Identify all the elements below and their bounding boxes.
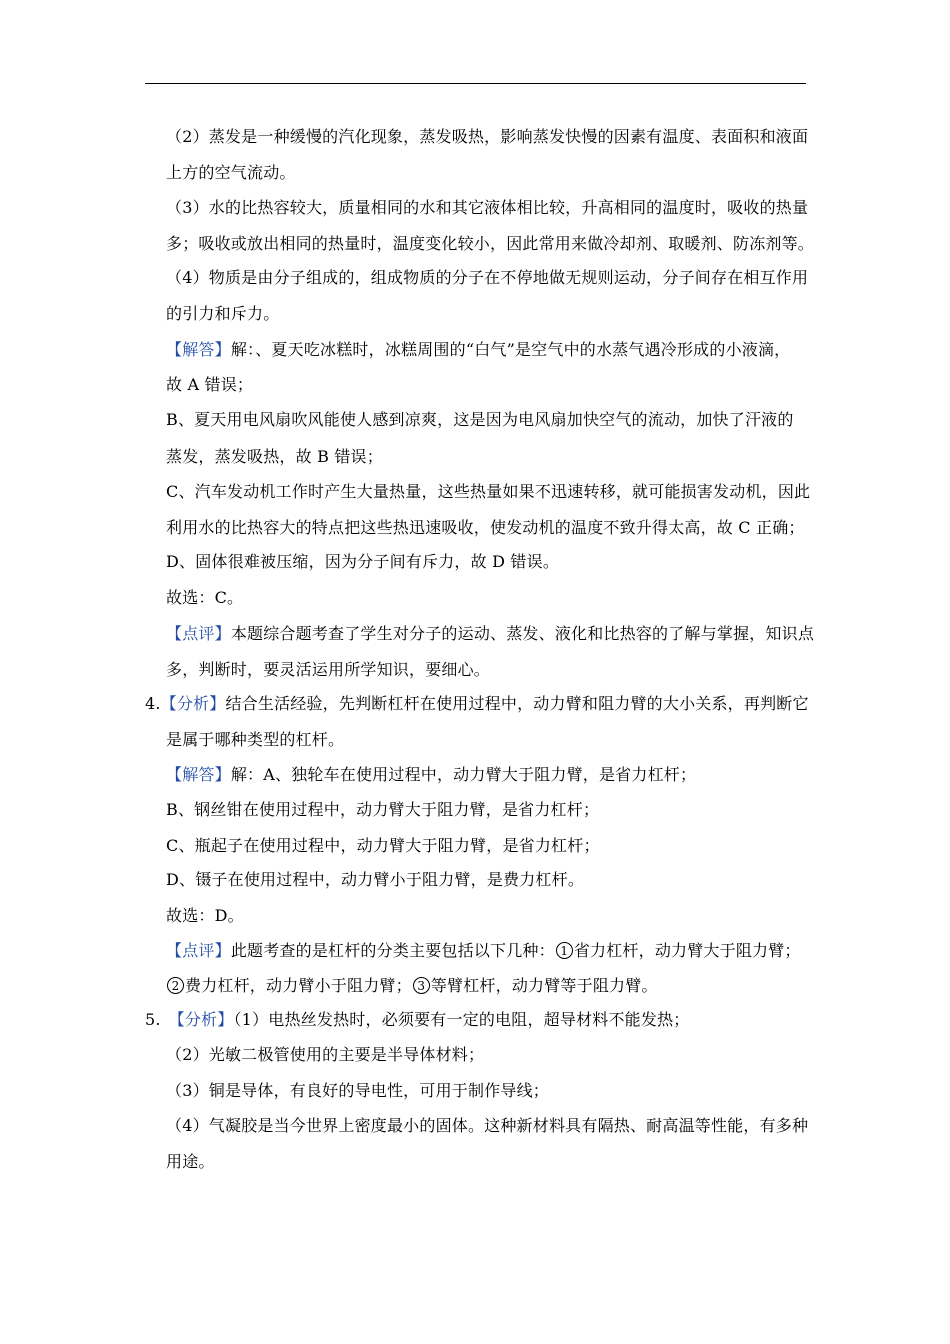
q3-comment-text: 本题综合题考查了学生对分子的运动、蒸发、液化和比热容的了解与掌握，知识点: [230, 624, 815, 643]
q3-analysis-2-line-2: 上方的空气流动。: [166, 163, 296, 182]
q4-comment-line-1: [166, 941, 801, 961]
circled-number-1: 1: [556, 942, 573, 959]
q4-analysis-line-1: [145, 694, 809, 714]
q3-comment-tag: 【点评】: [166, 624, 231, 643]
q5-number: 5.: [145, 1010, 161, 1029]
q5-analysis-2: （2）光敏二极管使用的主要是半导体材料；: [166, 1045, 485, 1064]
q3-answer-c-line-1: C、汽车发动机工作时产生大量热量，这些热量如果不迅速转移，就可能损害发动机，因此: [166, 482, 811, 501]
q5-analysis-tag: 【分析】: [168, 1010, 234, 1029]
q4-answer-tag: 【解答】: [166, 765, 231, 784]
q4-choice: 故选：D。: [166, 906, 244, 925]
q5-analysis-4-line-1: （4）气凝胶是当今世界上密度最小的固体。这种新材料具有隔热、耐高温等性能，有多种: [166, 1116, 809, 1135]
q4-answer-d: D、镊子在使用过程中，动力臂小于阻力臂，是费力杠杆。: [166, 870, 585, 889]
q4-comment-item-1: 省力杠杆，动力臂大于阻力臂；: [573, 941, 801, 960]
q3-answer-a-line-2: 故 A 错误；: [166, 375, 254, 394]
q4-analysis-tag: 【分析】: [160, 694, 226, 713]
circled-number-2: 2: [167, 977, 184, 994]
q3-answer-tag: 【解答】: [166, 340, 231, 359]
q3-choice: 故选：C。: [166, 588, 244, 607]
q4-comment-item-3: 等臂杠杆，动力臂等于阻力臂。: [430, 976, 658, 995]
q3-analysis-4-line-1: （4）物质是由分子组成的，组成物质的分子在不停地做无规则运动，分子间存在相互作用: [166, 268, 809, 287]
q3-analysis-3-line-2: 多；吸收或放出相同的热量时，温度变化较小，因此常用来做冷却剂、取暖剂、防冻剂等。: [166, 234, 815, 253]
q3-analysis-4-line-2: 的引力和斥力。: [166, 304, 280, 323]
q3-comment-line-2: 多，判断时，要灵活运用所学知识，要细心。: [166, 660, 491, 679]
q5-analysis-1: （1）电热丝发热时，必须要有一定的电阻，超导材料不能发热；: [233, 1010, 690, 1029]
q3-analysis-2-line-1: （2）蒸发是一种缓慢的汽化现象，蒸发吸热，影响蒸发快慢的因素有温度、表面积和液面: [166, 127, 809, 146]
q4-comment-item-2: 费力杠杆，动力臂小于阻力臂；: [185, 976, 412, 995]
q3-analysis-3-line-1: （3）水的比热容较大，质量相同的水和其它液体相比较，升高相同的温度时，吸收的热量: [166, 198, 809, 217]
q3-answer-d: D、固体很难被压缩，因为分子间有斥力，故 D 错误。: [166, 552, 560, 571]
q4-comment-line-2: [166, 976, 658, 996]
q3-answer-line-1: [166, 340, 790, 360]
q4-analysis-text: 结合生活经验，先判断杠杆在使用过程中，动力臂和阻力臂的大小关系，再判断它: [225, 694, 809, 713]
q3-answer-c-line-2: 利用水的比热容大的特点把这些热迅速吸收，使发动机的温度不致升得太高，故 C 正确；: [166, 518, 805, 537]
q3-comment-line-1: [166, 624, 814, 644]
q4-answer-b: B、钢丝钳在使用过程中，动力臂大于阻力臂，是省力杠杆；: [166, 800, 600, 819]
q4-comment-tag: 【点评】: [166, 941, 231, 960]
q4-answer-line-1: [166, 765, 696, 785]
q3-answer-a-text: 解：、夏天吃冰糕时，冰糕周围的“白气”是空气中的水蒸气遇冷形成的小液滴，: [230, 340, 791, 359]
q4-number: 4.: [145, 694, 161, 713]
q3-answer-b-line-2: 蒸发，蒸发吸热，故 B 错误；: [166, 447, 383, 466]
q4-answer-a: 解：A、独轮车在使用过程中，动力臂大于阻力臂，是省力杠杆；: [230, 765, 697, 784]
q5-analysis-4-line-2: 用途。: [166, 1152, 215, 1171]
q4-comment-pre: 此题考查的是杠杆的分类主要包括以下几种：: [230, 941, 555, 960]
circled-number-3: 3: [413, 977, 430, 994]
q4-analysis-line-2: 是属于哪种类型的杠杆。: [166, 730, 345, 749]
q5-analysis-line-1: [145, 1010, 689, 1030]
q5-analysis-3: （3）铜是导体，有良好的导电性，可用于制作导线；: [166, 1081, 549, 1100]
q4-answer-c: C、瓶起子在使用过程中，动力臂大于阻力臂，是省力杠杆；: [166, 836, 600, 855]
q3-answer-b-line-1: B、夏天用电风扇吹风能使人感到凉爽，这是因为电风扇加快空气的流动，加快了汗液的: [166, 410, 794, 429]
